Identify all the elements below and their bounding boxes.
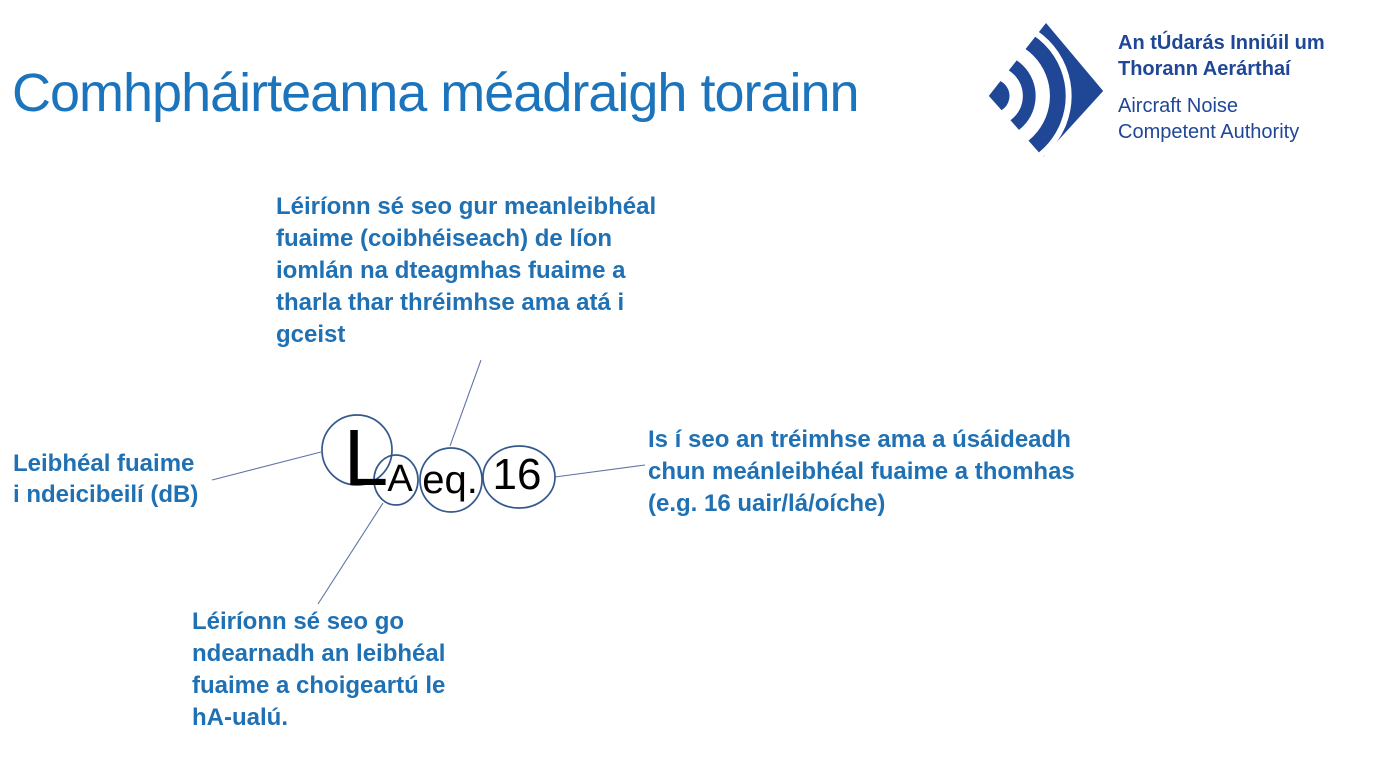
annotation-line: ndearnadh an leibhéal [192, 640, 446, 667]
annotation-right [648, 424, 1075, 520]
annotation-line: i ndeicibeilí (dB) [13, 481, 199, 508]
logo-english-line: Aircraft Noise [1118, 95, 1239, 117]
callout-line-right [555, 465, 645, 477]
logo-english-line: Competent Authority [1118, 121, 1300, 143]
annotation-line: Is í seo an tréimhse ama a úsáideadh [648, 426, 1071, 453]
annotation-line: fuaime (coibhéiseach) de líon [276, 225, 613, 252]
callout-line-left [212, 452, 321, 480]
logo-irish-line: An tÚdarás Inniúil um [1118, 32, 1325, 54]
formula-equivalent: eq. [422, 458, 478, 502]
annotation-top [276, 191, 656, 351]
annotation-bottom [192, 606, 445, 734]
annotation-line: tharla thar thréimhse ama atá i [276, 289, 625, 316]
annotation-line: gceist [276, 321, 346, 348]
anca-logo [986, 22, 1366, 162]
callout-line-top [450, 360, 481, 446]
formula-a-weighting: A [387, 458, 413, 500]
annotation-line: chun meánleibhéal fuaime a thomhas [648, 458, 1075, 485]
logo-irish-line: Thorann Aerárthaí [1118, 58, 1291, 80]
callout-line-bottom [318, 503, 383, 604]
annotation-line: fuaime a choigeartú le [192, 672, 446, 699]
logo-text [1118, 30, 1325, 145]
annotation-line: hA-ualú. [192, 704, 288, 731]
sound-wave-logo-icon [986, 22, 1106, 160]
annotation-line: Leibhéal fuaime [13, 450, 195, 477]
annotation-line: Léiríonn sé seo gur meanleibhéal [276, 193, 657, 220]
annotation-left [13, 448, 198, 510]
annotation-line: (e.g. 16 uair/lá/oíche) [648, 490, 886, 517]
formula-level-symbol: L [343, 413, 389, 502]
page-title: Comhpháirteanna méadraigh torainn [12, 63, 859, 123]
annotation-line: iomlán na dteagmhas fuaime a [276, 257, 626, 284]
annotation-line: Léiríonn sé seo go [192, 608, 405, 635]
logo-wave-wedge [986, 79, 1010, 113]
formula-time-period: 16 [492, 450, 542, 499]
